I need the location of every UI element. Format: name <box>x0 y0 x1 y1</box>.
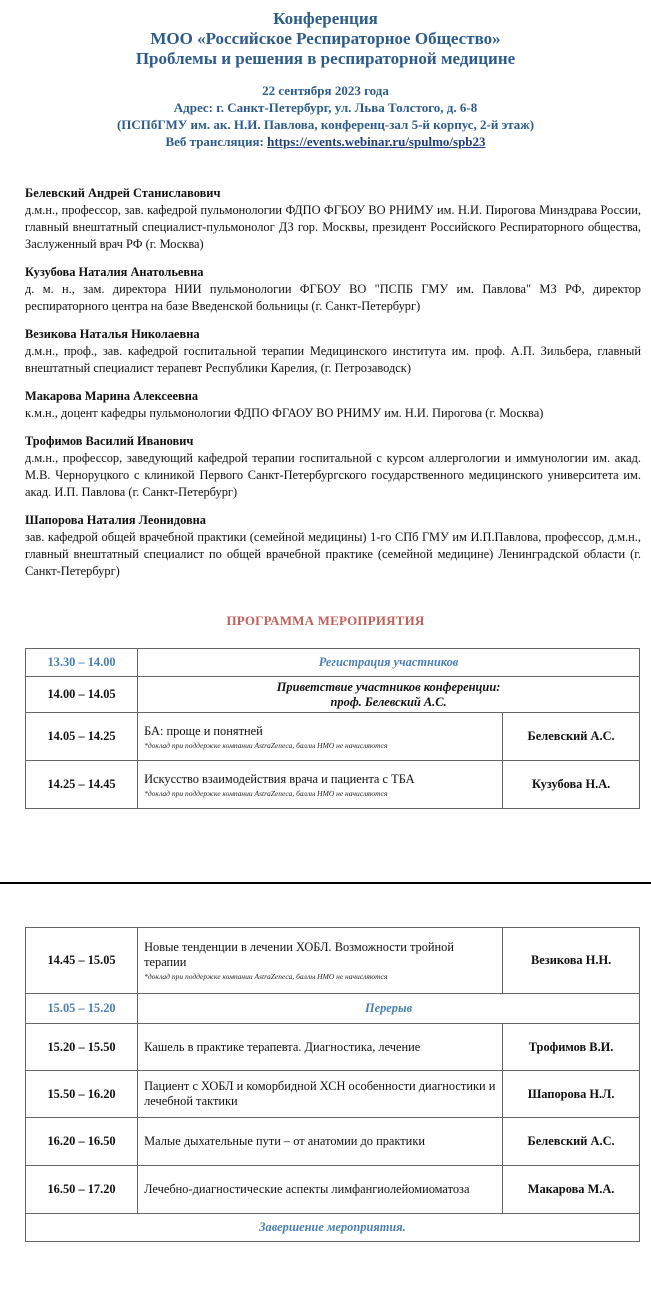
sponsor-note: *доклад при поддержке компании AstraZeneca, баллы НМО не начисляются <box>144 740 388 750</box>
speaker-entry <box>25 326 641 377</box>
speaker-description: д. м. н., зам. директора НИИ пульмонологии ФГБОУ ВО "ПСПБ ГМУ им. Павлова" МЗ РФ, директор респираторного центра на базе Введенской больницы (г. Санкт-Петербург) <box>25 282 641 313</box>
sponsor-note: *доклад при поддержке компании AstraZeneca, баллы НМО не начисляются <box>144 788 388 798</box>
speaker-name: Кузубова Наталия Анатольевна <box>25 265 204 279</box>
event-address: Адрес: г. Санкт-Петербург, ул. Льва Толстого, д. 6-8 <box>173 100 478 115</box>
break-label: Перерыв <box>138 994 640 1024</box>
program-title: ПРОГРАММА МЕРОПРИЯТИЯ <box>226 613 425 628</box>
time-cell: 14.45 – 15.05 <box>26 928 138 994</box>
time-cell: 15.20 – 15.50 <box>26 1024 138 1071</box>
speaker-entry <box>25 185 641 253</box>
conference-theme: Проблемы и решения в респираторной медицине <box>135 49 516 68</box>
time-cell: 14.05 – 14.25 <box>26 713 138 761</box>
time-cell: 16.50 – 17.20 <box>26 1166 138 1214</box>
greeting-cell <box>138 677 640 713</box>
event-venue: (ПСПбГМУ им. ак. Н.И. Павлова, конференц-зал 5-й корпус, 2-й этаж) <box>116 117 535 132</box>
speaker-entry <box>25 388 641 422</box>
speaker-entry <box>25 264 641 315</box>
speaker-description: д.м.н., профессор, зав. кафедрой пульмонологии ФДПО ФГБОУ ВО РНИМУ им. Н.И. Пирогова Минздрава России, главный внештатный специалист-пульмонолог ДЗ гор. Москвы, президент Российского Респираторного общества, Заслуженный врач РФ (г. Москва) <box>25 203 641 251</box>
table-row <box>26 761 640 809</box>
speaker-cell: Шапорова Н.Л. <box>503 1071 640 1118</box>
talk-title: Лечебно-диагностические аспекты лимфангиолейомиоматоза <box>138 1166 503 1214</box>
talk-title: Кашель в практике терапевта. Диагностика, лечение <box>138 1024 503 1071</box>
speaker-description: д.м.н., профессор, заведующий кафедрой терапии госпитальной с курсом аллергологии и иммунологии им. акад. М.В. Черноруцкого с клиникой Первого Санкт-Петербургского государственного медицинского университета им. акад. И.П. Павлова (г. Санкт-Петербург) <box>25 451 641 499</box>
time-cell: 14.25 – 14.45 <box>26 761 138 809</box>
topic-cell <box>138 928 503 994</box>
speaker-description: зав. кафедрой общей врачебной практики (семейной медицины) 1-го СПб ГМУ им И.П.Павлова, профессор, д.м.н., главный внештатный специалист по общей врачебной практике (семейной медицине) Ленинградской области (г. Санкт-Петербург) <box>25 530 641 578</box>
closing-label: Завершение мероприятия. <box>26 1214 640 1242</box>
table-row <box>26 677 640 713</box>
table-row <box>26 1214 640 1242</box>
time-cell: 15.50 – 16.20 <box>26 1071 138 1118</box>
table-row <box>26 994 640 1024</box>
talk-title: Искусство взаимодействия врача и пациента с ТБА <box>144 771 415 786</box>
speaker-cell: Белевский А.С. <box>503 713 640 761</box>
talk-title: Пациент с ХОБЛ и коморбидной ХСН особенности диагностики и лечебной тактики <box>138 1071 503 1118</box>
program-table-continued <box>25 927 640 1242</box>
time-cell: 15.05 – 15.20 <box>26 994 138 1024</box>
speaker-cell: Везикова Н.Н. <box>503 928 640 994</box>
greeting-host: проф. Белевский А.С. <box>330 694 447 709</box>
webcast-link[interactable]: https://events.webinar.ru/spulmo/spb23 <box>267 134 486 149</box>
speaker-entry <box>25 433 641 501</box>
speaker-cell: Макарова М.А. <box>503 1166 640 1214</box>
speaker-name: Макарова Марина Алексеевна <box>25 389 199 403</box>
time-cell: 16.20 – 16.50 <box>26 1118 138 1166</box>
page-divider <box>0 882 651 884</box>
talk-title: Малые дыхательные пути – от анатомии до практики <box>138 1118 503 1166</box>
conference-title: Конференция <box>273 9 378 28</box>
talk-title: БА: проще и понятней <box>144 723 263 738</box>
greeting-line: Приветствие участников конференции: <box>276 679 501 694</box>
table-row <box>26 1024 640 1071</box>
talk-title: Новые тенденции в лечении ХОБЛ. Возможности тройной терапии <box>144 940 454 969</box>
event-date: 22 сентября 2023 года <box>262 83 389 98</box>
speaker-entry <box>25 512 641 580</box>
speaker-name: Шапорова Наталия Леонидовна <box>25 513 206 527</box>
document-header <box>0 9 651 150</box>
table-row <box>26 1166 640 1214</box>
registration-label: Регистрация участников <box>138 649 640 677</box>
webcast-line <box>0 133 651 150</box>
speaker-name: Везикова Наталья Николаевна <box>25 327 200 341</box>
speaker-name: Трофимов Василий Иванович <box>25 434 194 448</box>
topic-cell <box>138 713 503 761</box>
webcast-label: Веб трансляция: <box>165 134 268 149</box>
table-row <box>26 1118 640 1166</box>
speaker-description: к.м.н., доцент кафедры пульмонологии ФДПО ФГАОУ ВО РНИМУ им. Н.И. Пирогова (г. Москва) <box>25 406 544 420</box>
program-table <box>25 648 640 809</box>
speaker-cell: Кузубова Н.А. <box>503 761 640 809</box>
table-row <box>26 649 640 677</box>
sponsor-note: *доклад при поддержке компании AstraZeneca, баллы НМО не начисляются <box>144 972 388 981</box>
speakers-list <box>25 185 641 591</box>
time-cell: 13.30 – 14.00 <box>26 649 138 677</box>
table-row <box>26 713 640 761</box>
table-row <box>26 1071 640 1118</box>
speaker-cell: Белевский А.С. <box>503 1118 640 1166</box>
speaker-cell: Трофимов В.И. <box>503 1024 640 1071</box>
speaker-name: Белевский Андрей Станиславович <box>25 186 221 200</box>
speaker-description: д.м.н., проф., зав. кафедрой госпитальной терапии Медицинского института им. проф. А.П. Зильбера, главный внештатный специалист терапевт Республики Карелия, (г. Петрозаводск) <box>25 344 641 375</box>
table-row <box>26 928 640 994</box>
topic-cell <box>138 761 503 809</box>
organization-name: МОО «Российское Респираторное Общество» <box>150 29 501 48</box>
time-cell: 14.00 – 14.05 <box>26 677 138 713</box>
